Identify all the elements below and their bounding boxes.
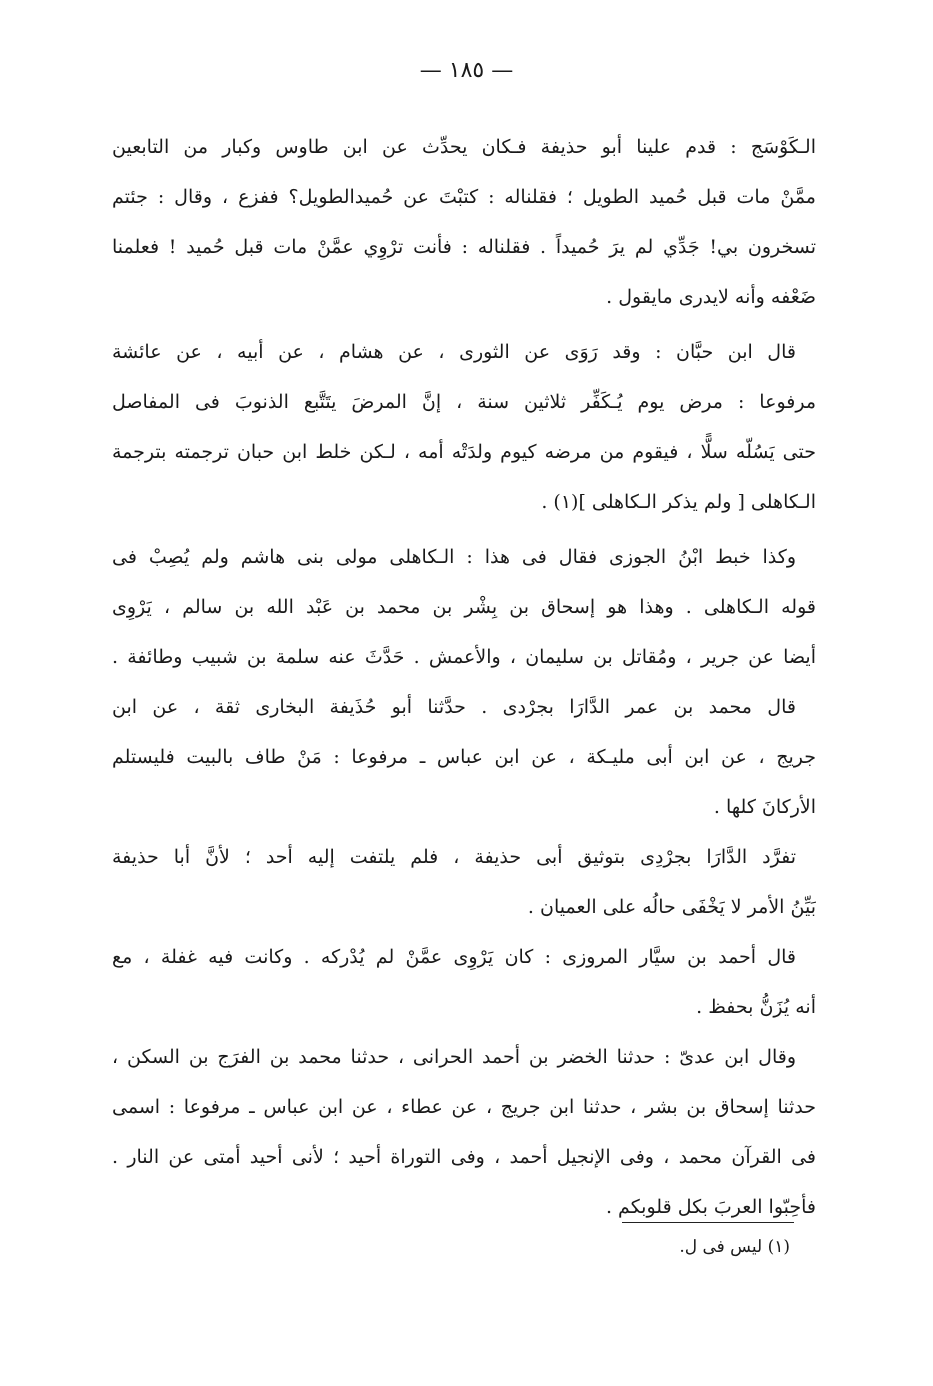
text-line: أيضا عن جرير ، ومُقاتل بن سليمان ، والأعمش . حَدَّثَ عنه سلمة بن شبيب وطائفة . xyxy=(112,646,816,668)
text-line: حتى يَسُلّه سلًّا ، فيقوم من مرضه كيوم ولدَتْه أمه ، لـكن خلط ابن حبان ترجمته بترجمة xyxy=(112,441,816,463)
text-line: مرفوعا : مرض يوم يُـكَفِّر ثلاثين سنة ، إنَّ المرضَ يتَتَّبع الذنوبَ فى المفاصل xyxy=(112,391,816,413)
text-line: أنه يُزَنُّ بحفظ . xyxy=(696,996,816,1018)
text-line: ممَّنْ مات قبل حُميد الطويل ؛ فقلناله : كتبْتَ عن حُميدالطويل؟ ففزع ، وقال : جئتم xyxy=(112,186,816,208)
text-line: جريج ، عن ابن أبى مليـكة ، عن ابن عباس ـ مرفوعا : مَنْ طاف بالبيت فليستلم xyxy=(112,746,816,768)
footnote: (١) ليس فى ل. xyxy=(679,1237,790,1257)
text-line: الـكاهلى [ ولم يذكر الـكاهلى ](١) . xyxy=(541,491,816,513)
text-line: الأركانَ كلها . xyxy=(713,796,816,818)
text-line: قال أحمد بن سيَّار المروزى : كان يَرْوِى عمَّنْ لم يُدْركه . وكانت فيه غفلة ، مع xyxy=(112,946,796,968)
main-text xyxy=(112,122,816,1232)
text-line: حدثنا إسحاق بن بشر ، حدثنا ابن جريج ، عن عطاء ، عن ابن عباس ـ مرفوعا : اسمى xyxy=(112,1096,816,1118)
text-line: وقال ابن عدىّ : حدثنا الخضر بن أحمد الحرانى ، حدثنا محمد بن الفرَج بن السكن ، xyxy=(112,1046,796,1068)
page-number: — ١٨٥ — xyxy=(419,58,514,83)
text-line: قال محمد بن عمر الدَّارَا بجرْدى . حدَّثنا أبو حُذَيفة البخارى ثقة ، عن ابن xyxy=(112,696,796,718)
text-line: بَيِّنُ الأمر لا يَخْفَى حالُه على العميان . xyxy=(527,896,816,918)
text-line: تفرَّد الدَّارَا بجرْدِى بتوثيق أبى حذيفة ، فلم يلتفت إليه أحد ؛ لأنَّ أبا حذيفة xyxy=(112,846,796,868)
text-line: فأحِبّوا العربَ بكل قلوبكم . xyxy=(605,1196,816,1218)
footnote-divider xyxy=(622,1222,794,1223)
text-line: قال ابن حبَّان : وقد رَوَى عن الثورى ، عن هشام ، عن أبيه ، عن عائشة xyxy=(112,341,796,363)
text-line: فى القرآن محمد ، وفى الإنجيل أحمد ، وفى التوراة أحيد ؛ لأنى أحيد أمتى عن النار . xyxy=(112,1146,816,1168)
text-line: ضَعْفه وأنه لايدرى مايقول . xyxy=(606,286,816,308)
text-line: وكذا خبط ابْنُ الجوزى فقال فى هذا : الـكاهلى مولى بنى هاشم ولم يُصِبْ فى xyxy=(112,546,796,568)
text-line: قوله الـكاهلى . وهذا هو إسحاق بن بِشْر بن محمد بن عَبْد الله بن سالم ، يَرْوِى xyxy=(112,596,816,618)
text-line: تسخرون بي! جَدِّي لم يرَ حُميداً . فقلناله : فأنت ترْوِي عمَّنْ مات قبل حُميد ! فعلمنا xyxy=(112,236,816,258)
text-line: الـكَوْسَج : قدم علينا أبو حذيفة فـكان يحدِّث عن ابن طاوس وكبار من التابعين xyxy=(112,136,816,158)
